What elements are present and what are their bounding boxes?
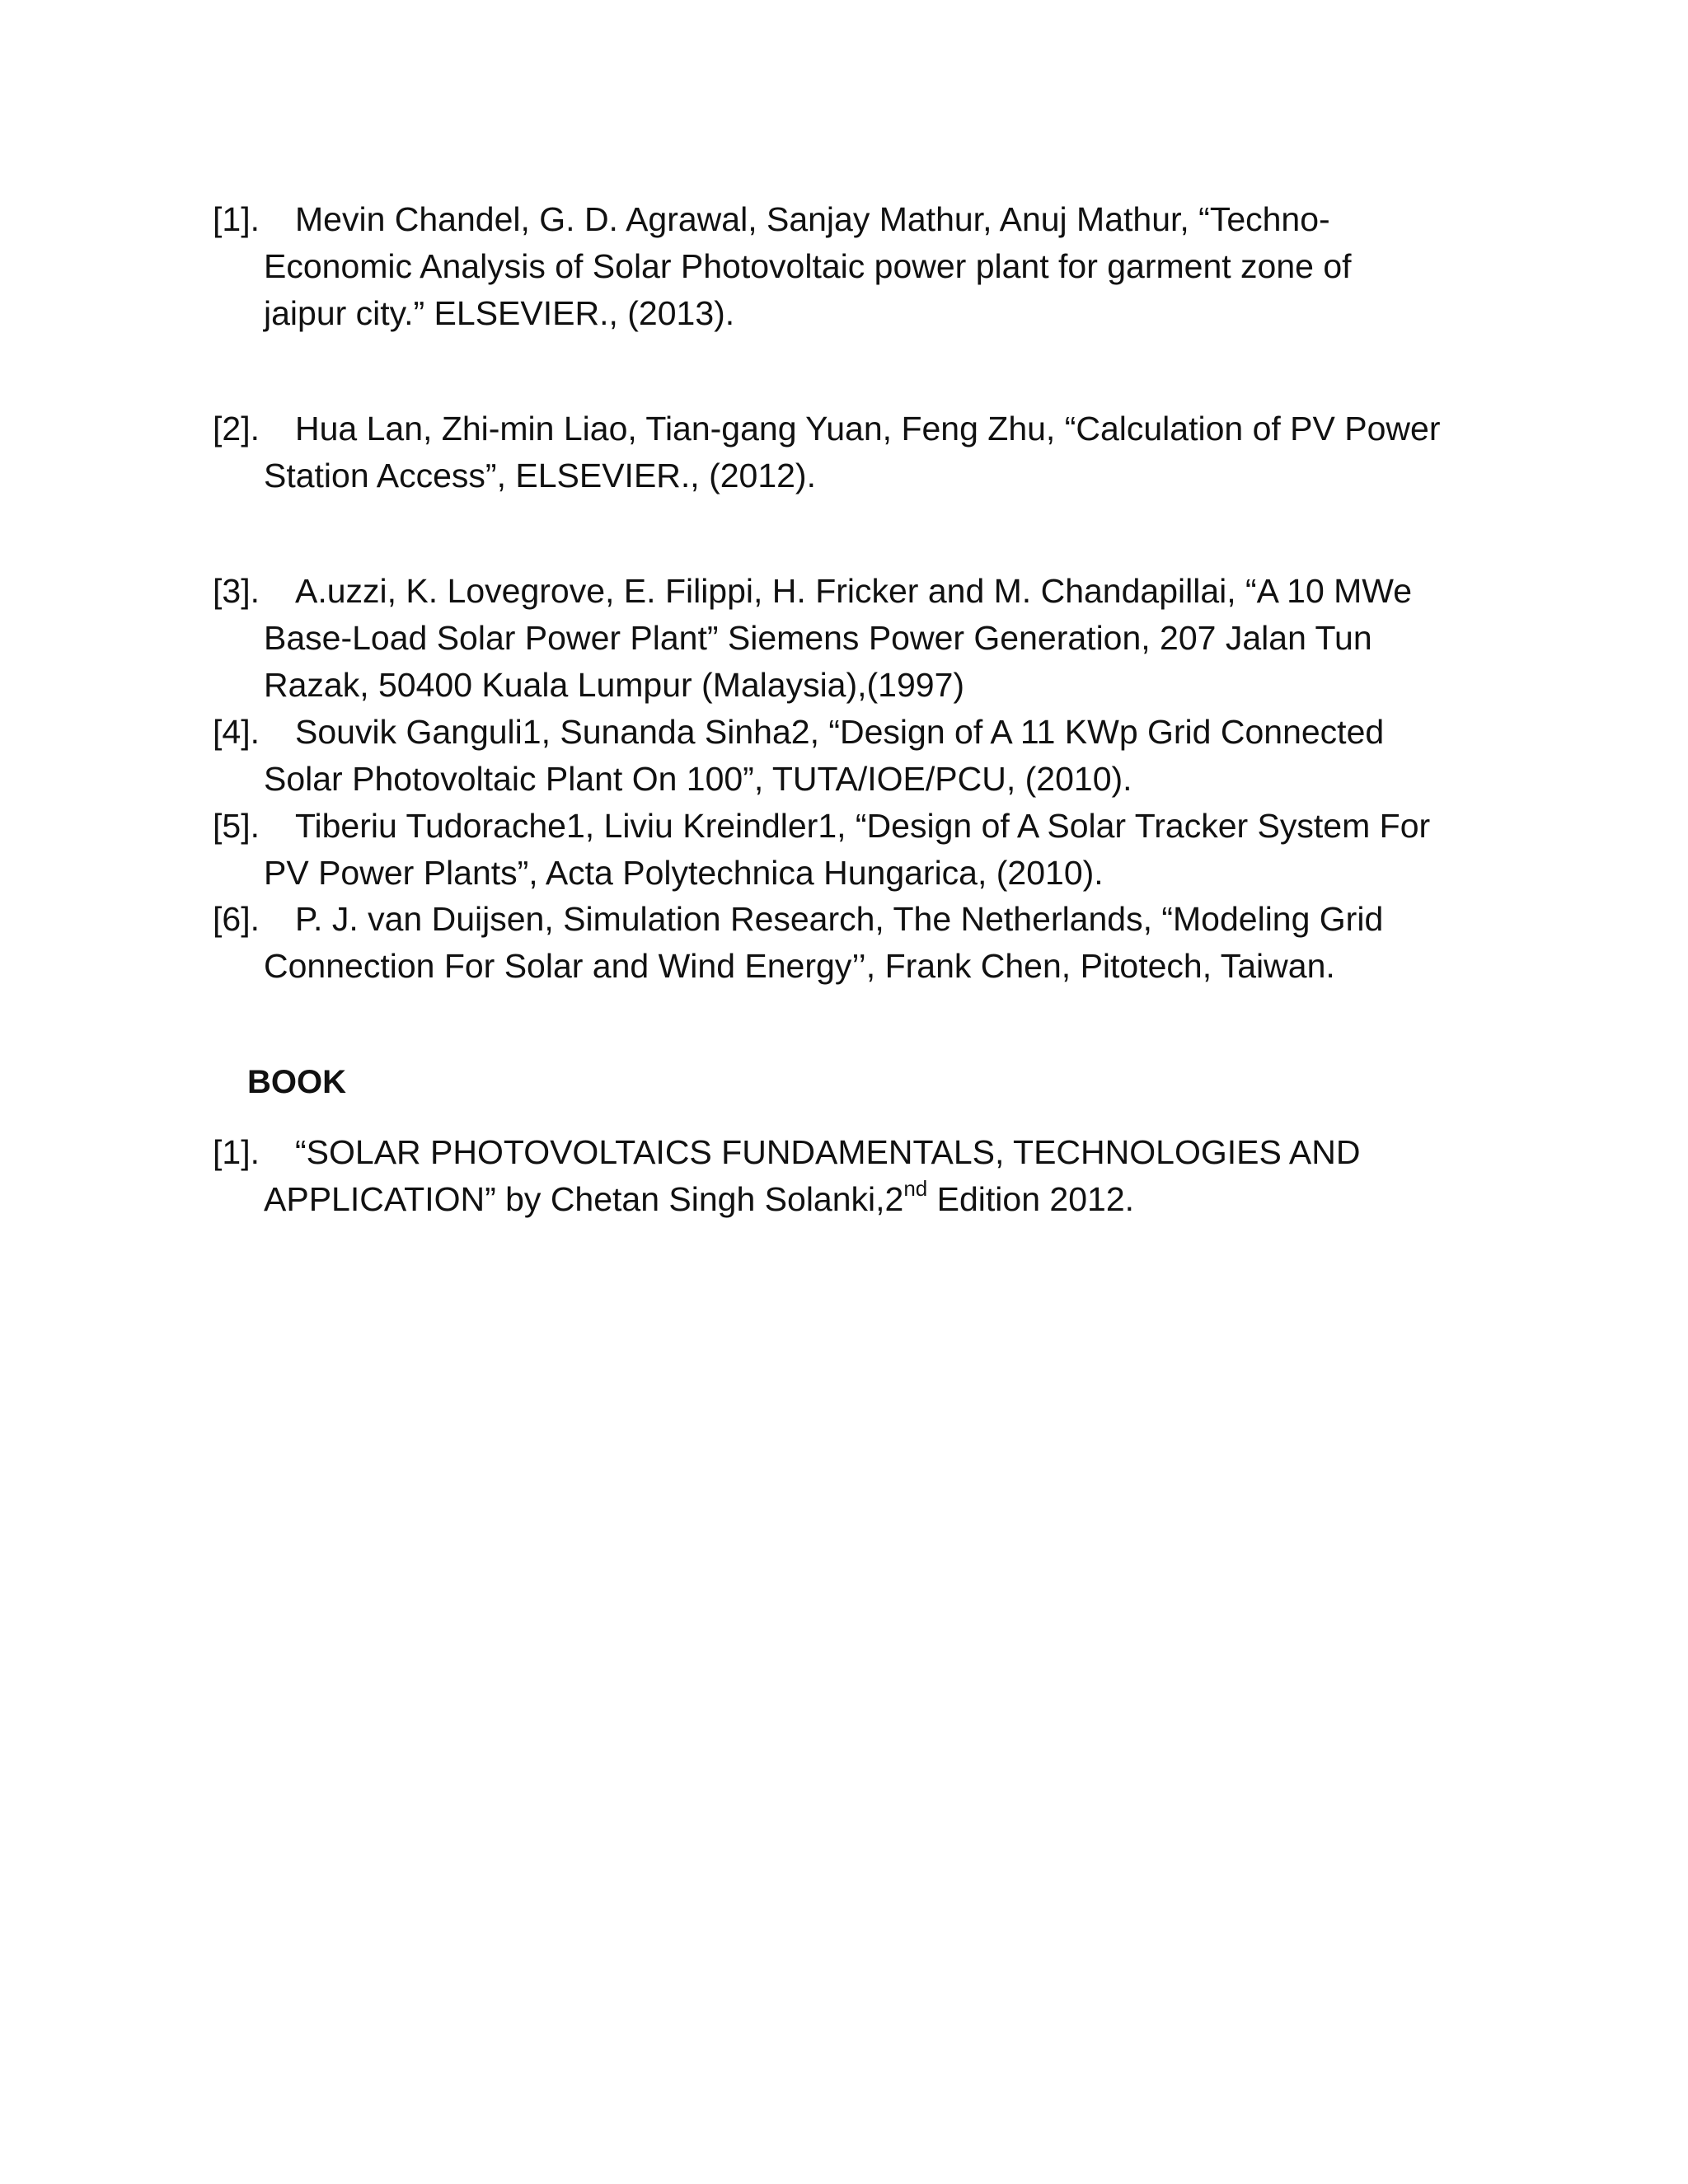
reference-line: Connection For Solar and Wind Energy’’, Frank Chen, Pitotech, Taiwan. — [264, 947, 1335, 985]
reference-line: A.uzzi, K. Lovegrove, E. Filippi, H. Fricker and M. Chandapillai, “A 10 MWe — [295, 572, 1413, 610]
reference-number: [1]. — [213, 1133, 260, 1171]
book-line-text: Edition 2012. — [927, 1180, 1135, 1218]
reference-line — [213, 1176, 1482, 1223]
reference-line: P. J. van Duijsen, Simulation Research, The Netherlands, “Modeling Grid — [295, 900, 1384, 938]
reference-line: Tiberiu Tudorache1, Liviu Kreindler1, “Design of A Solar Tracker System For — [295, 807, 1431, 845]
reference-number: [4]. — [213, 713, 260, 751]
reference-line: Razak, 50400 Kuala Lumpur (Malaysia),(1997) — [264, 666, 965, 704]
reference-item-5 — [213, 803, 1482, 897]
reference-line: PV Power Plants”, Acta Polytechnica Hungarica, (2010). — [264, 854, 1104, 892]
reference-number: [6]. — [213, 900, 260, 938]
reference-line: Mevin Chandel, G. D. Agrawal, Sanjay Mathur, Anuj Mathur, “Techno- — [295, 200, 1330, 238]
reference-item-4 — [213, 709, 1482, 803]
book-reference-item-1 — [213, 1129, 1482, 1223]
reference-number: [3]. — [213, 572, 260, 610]
reference-number: [1]. — [213, 200, 260, 238]
book-line-text: APPLICATION” by Chetan Singh Solanki,2 — [264, 1180, 904, 1218]
reference-item-3 — [213, 568, 1482, 709]
reference-line: jaipur city.” ELSEVIER., (2013). — [264, 294, 735, 332]
reference-item-6 — [213, 896, 1482, 990]
edition-superscript: nd — [903, 1175, 928, 1201]
reference-line: Solar Photovoltaic Plant On 100”, TUTA/IOE/PCU, (2010). — [264, 760, 1132, 798]
reference-number: [2]. — [213, 410, 260, 448]
reference-item-1 — [213, 196, 1482, 337]
reference-line: Station Access”, ELSEVIER., (2012). — [264, 457, 816, 494]
reference-line: Hua Lan, Zhi-min Liao, Tian-gang Yuan, Feng Zhu, “Calculation of PV Power — [295, 410, 1441, 448]
book-heading: BOOK — [247, 1064, 346, 1100]
reference-line: “SOLAR PHOTOVOLTAICS FUNDAMENTALS, TECHNOLOGIES AND — [295, 1133, 1361, 1171]
reference-line: Base-Load Solar Power Plant” Siemens Power Generation, 207 Jalan Tun — [264, 619, 1372, 657]
reference-item-2 — [213, 405, 1482, 499]
reference-line: Souvik Ganguli1, Sunanda Sinha2, “Design of A 11 KWp Grid Connected — [295, 713, 1385, 751]
reference-line: Economic Analysis of Solar Photovoltaic power plant for garment zone of — [264, 247, 1352, 285]
reference-number: [5]. — [213, 807, 260, 845]
